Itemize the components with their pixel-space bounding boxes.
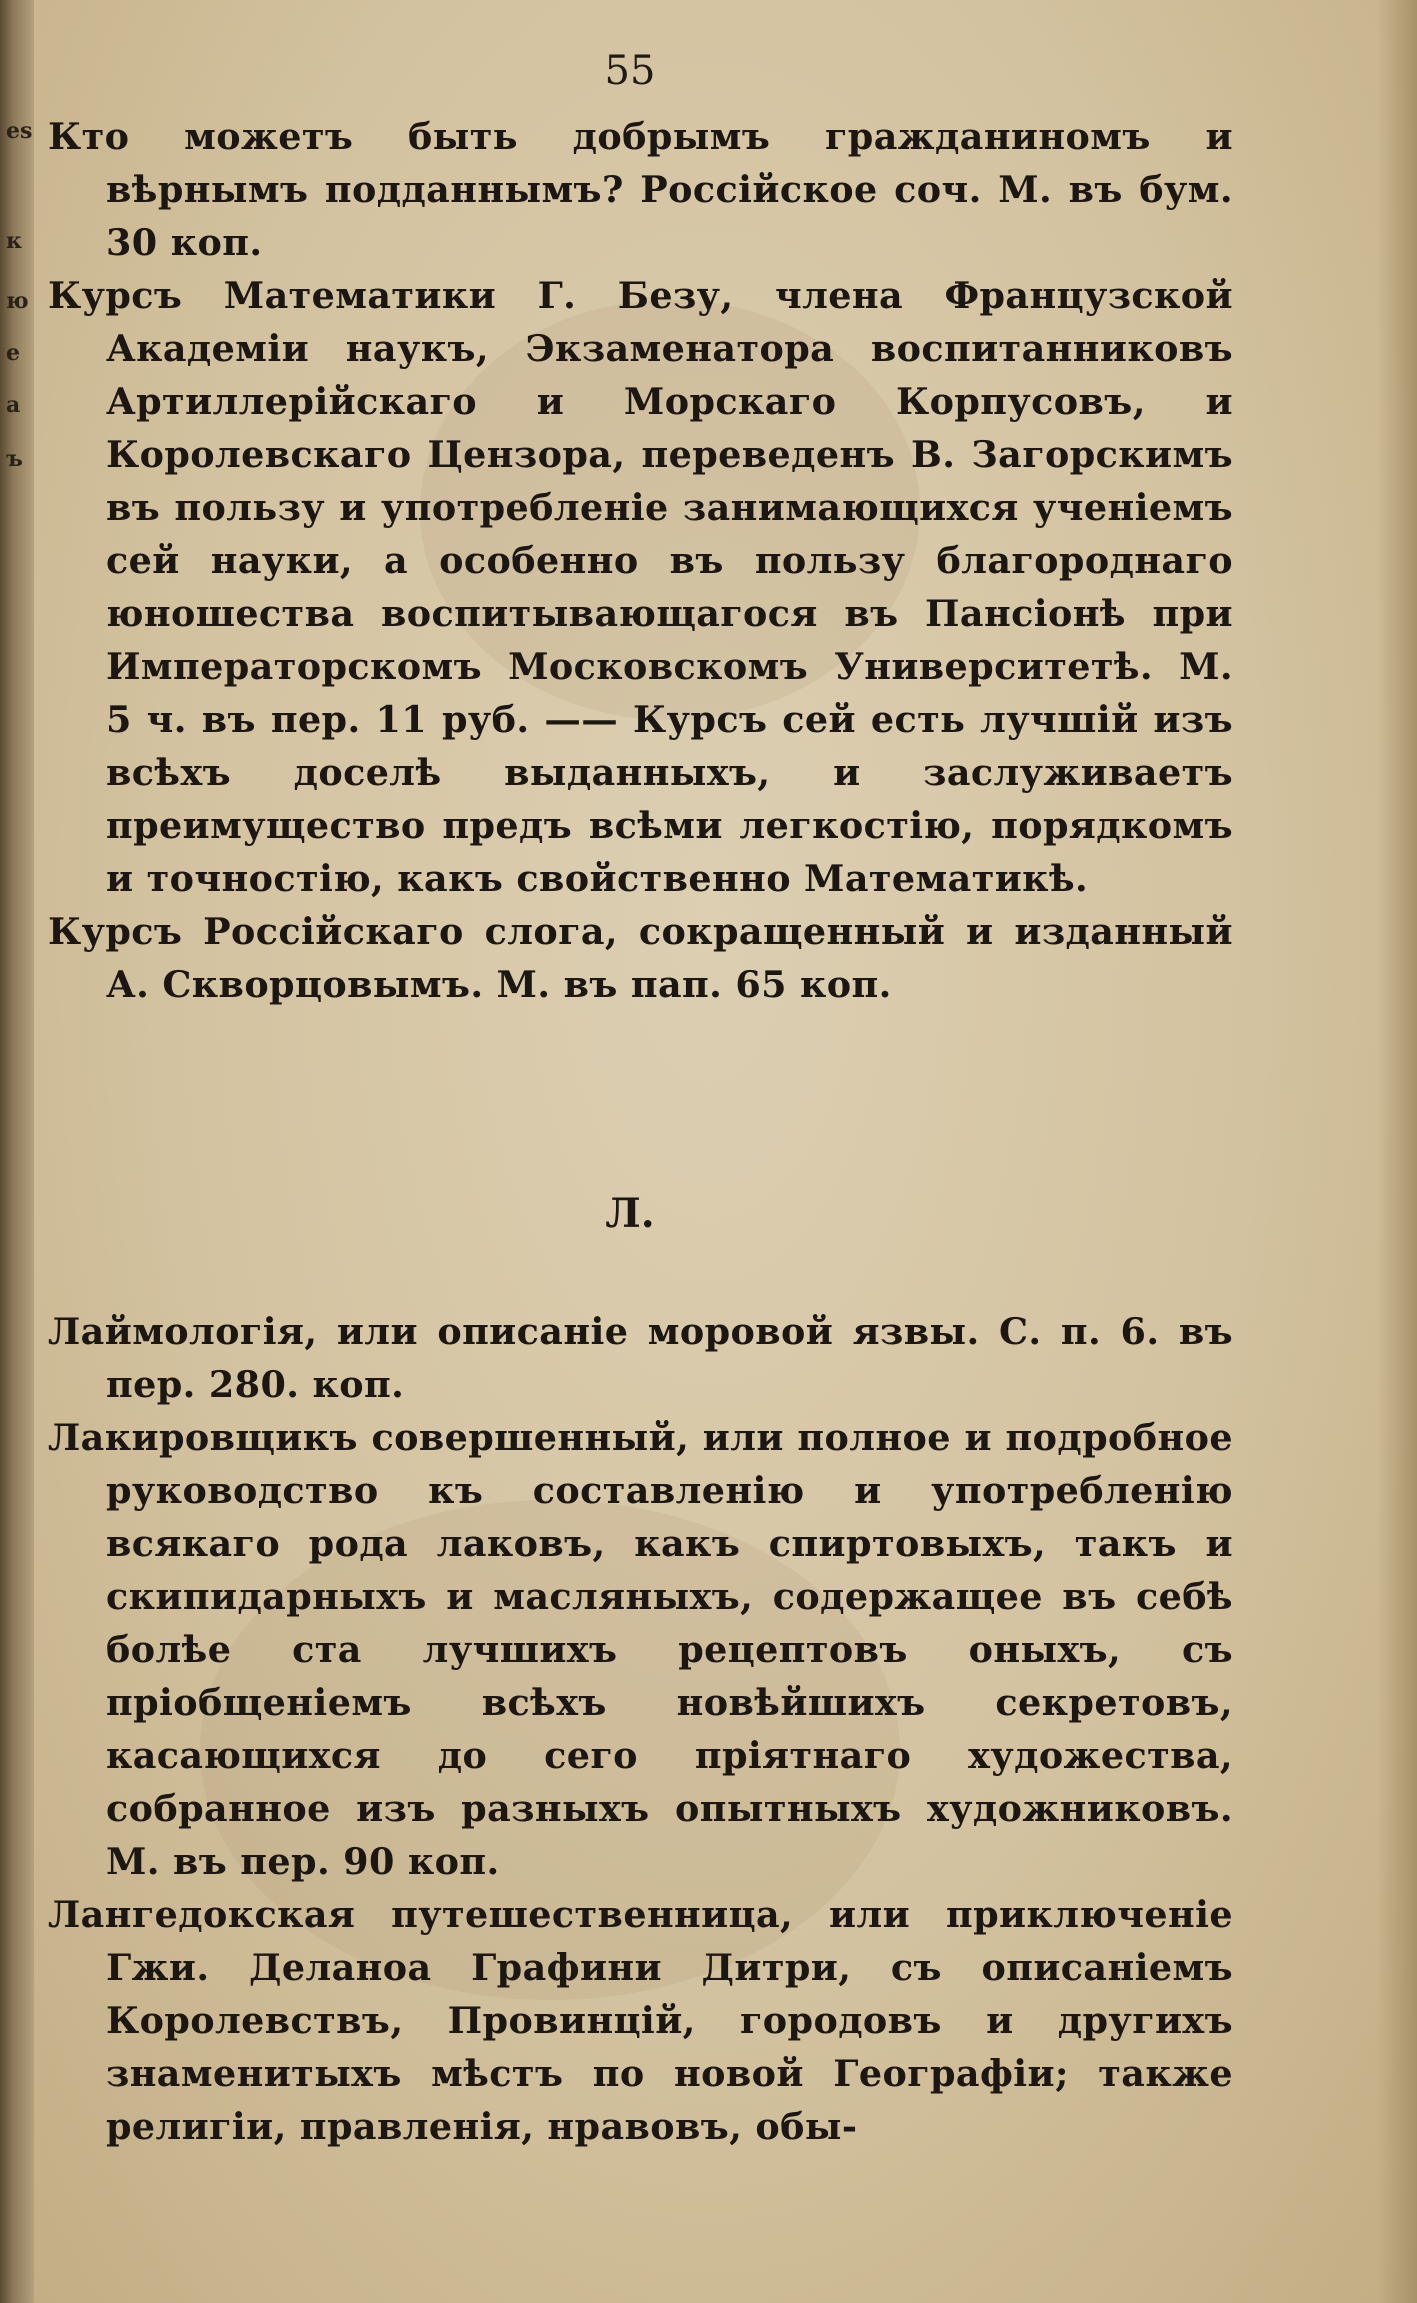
catalog-entry: Лаймологія, или описаніе моровой язвы. С. п. 6. въ пер. 280. коп. bbox=[48, 1310, 1233, 1406]
margin-fragment: ъ bbox=[6, 446, 23, 472]
catalog-entry: Кто можетъ быть добрымъ гражданиномъ и вѣрнымъ подданнымъ? Россійское соч. М. въ бум. 30 коп. bbox=[48, 115, 1233, 264]
catalog-entry: Лакировщикъ совершенный, или полное и подробное руководство къ составленію и употребленію всякаго рода лаковъ, какъ спиртовыхъ, такъ и скипидарныхъ и масляныхъ, содержащее въ себѣ болѣе ста лучшихъ рецептовъ оныхъ, съ пріобщеніемъ всѣхъ новѣйшихъ секретовъ, касающихся до сего пріятнаго художества, собранное изъ разныхъ опытныхъ художниковъ. М. въ пер. 90 коп. bbox=[48, 1416, 1233, 1883]
catalog-entry: Лангедокская путешественница, или приключеніе Гжи. Деланоа Графини Дитри, съ описаніемъ Королевствъ, Провинцій, городовъ и другихъ знаменитыхъ мѣстъ по новой Географіи; также религіи, правленія, нравовъ, обы- bbox=[48, 1893, 1233, 2148]
entries-k bbox=[48, 110, 1233, 1011]
margin-fragment: к bbox=[6, 228, 22, 254]
section-heading: Л. bbox=[605, 1190, 655, 1237]
entries-l bbox=[48, 1305, 1233, 2153]
margin-fragment: а bbox=[6, 392, 21, 418]
catalog-entry: Курсъ Россійскаго слога, сокращенный и изданный А. Скворцовымъ. М. въ пап. 65 коп. bbox=[48, 910, 1233, 1006]
catalog-entry: Курсъ Математики Г. Безу, члена Французской Академіи наукъ, Экзаменатора воспитанниковъ Артиллерійскаго и Морскаго Корпусовъ, и Королевскаго Цензора, переведенъ В. Загорскимъ въ пользу и употребленіе занимающихся ученіемъ сей науки, а особенно въ пользу благороднаго юношества воспитывающагося въ Пансіонѣ при Императорскомъ Московскомъ Университетѣ. М. 5 ч. въ пер. 11 руб. —— Курсъ сей есть лучшій изъ всѣхъ доселѣ выданныхъ, и заслуживаетъ преимущество предъ всѣми легкостію, порядкомъ и точностію, какъ свойственно Математикѣ. bbox=[48, 274, 1233, 900]
page-edge bbox=[1377, 0, 1417, 2303]
page-number: 55 bbox=[604, 48, 656, 94]
margin-fragment: es bbox=[6, 118, 33, 144]
margin-fragment: ю bbox=[6, 288, 29, 314]
margin-fragment: е bbox=[6, 340, 20, 366]
